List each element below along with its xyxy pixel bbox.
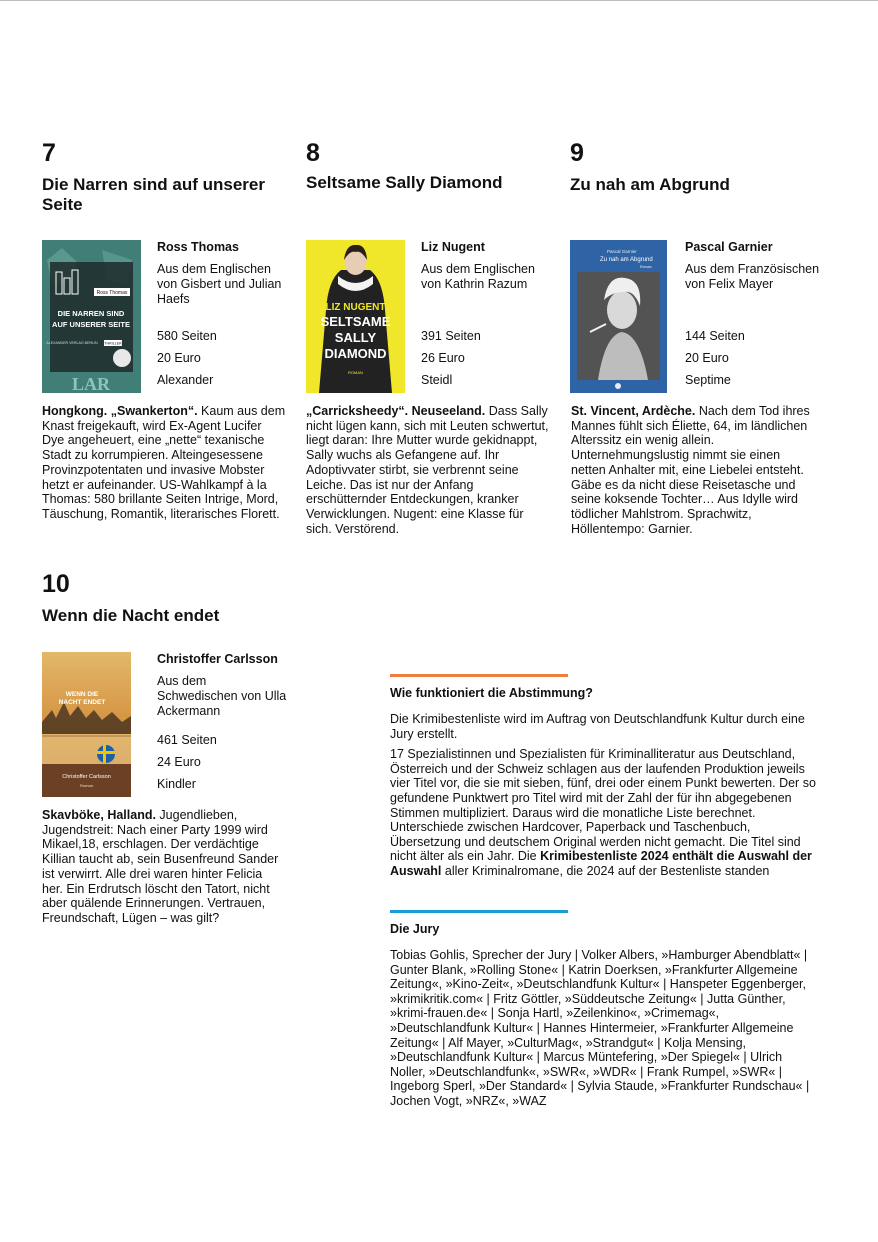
description-lead: „Carricksheedy“. Neuseeland.: [306, 404, 486, 418]
translation-note: Aus dem Englischen von Kathrin Razum: [421, 262, 535, 291]
svg-text:SELTSAME: SELTSAME: [320, 314, 391, 329]
price: 24 Euro: [157, 755, 201, 769]
description-lead: Skavböke, Halland.: [42, 808, 156, 822]
voting-paragraph-1: Die Krimibestenliste wird im Auftrag von Deutschlandfunk Kultur durch eine Jury erstellt.: [390, 712, 805, 741]
description-text: Kaum aus dem Knast freigekauft, wird Ex-Agent Lucifer Dye angeheuert, eine „nette“ texanische Stadt zu korrumpieren. Alteingesessene Provinzpotentaten und invasive Mobster hetzt er aufeinander. US-Wahlkampf à la Thomas: 580 brillante Seiten Intrige, Mord, Täuschung, Romantik, literarisches Florett.: [42, 404, 286, 521]
description-text: Jugendlieben, Jugendstreit: Nach einer Party 1999 wird Mikael,18, erschlagen. Der verdächtige Killian taucht ab, sein Busenfreund Sander ist verwirrt. Alle drei waren hinter Felicia her. Ein Erdrutsch löscht den Tatort, nicht aber quälende Erinnerungen. Vertrauen, Freundschaft, Lügen – was gilt?: [42, 808, 279, 925]
jury-list: Tobias Gohlis, Sprecher der Jury | Volker Albers, »Hamburger Abendblatt« | Gunter Blank, »Rolling Stone« | Katrin Doerksen, »Frankfurter Allgemeine Zeitung«, »Kino-Zeit«, »Deutschlandfunk Kultur« | Hanspeter Eggenberger, »krimikritik.com« | Fritz Göttler, »Süddeutsche Zeitung« | Jutta Günther, »krimi-frauen.de« | Sonja Hartl, »Zeilenkino«, »Crimemag«, »Deutschlandfunk Kultur« | Hannes Hintermeier, »Frankfurter Allgemeine Zeitung« | Alf Mayer, »CulturMag«, »Strandgut« | Kolja Mensing, »Deutschlandfunk Kultur« | Marcus Müntefering, »Der Spiegel« | Ulrich Noller, »Deutschlandfunk«, »SWR«, »WDR« | Frank Rumpel, »SWR« | Ingeborg Sperl, »Der Standard« | Sylvia Staude, »Frankfurter Rundschau« | Jochen Vogt, »NRZ«, »WAZ: [390, 948, 810, 1108]
price: 20 Euro: [685, 351, 729, 365]
book-description: [42, 808, 282, 926]
book-cover: [306, 240, 405, 393]
svg-text:DIAMOND: DIAMOND: [324, 346, 387, 361]
book-description: [306, 404, 552, 536]
svg-text:AUF UNSERER SEITE: AUF UNSERER SEITE: [52, 320, 130, 329]
rank-number: 10: [42, 570, 70, 598]
cover-author: Christoffer Carlsson: [62, 774, 111, 780]
book-title: Wenn die Nacht endet: [42, 606, 220, 625]
book-description: [571, 404, 817, 536]
cover-label: THRILLER: [104, 341, 122, 346]
book-meta: [685, 240, 820, 395]
voting-heading: Wie funktioniert die Abstimmung?: [390, 686, 593, 700]
book-cover: [42, 652, 131, 797]
book-description: [42, 404, 286, 522]
svg-text:DIE NARREN SIND: DIE NARREN SIND: [57, 309, 125, 318]
voting-text: [390, 712, 818, 885]
page-count: 391 Seiten: [421, 329, 481, 343]
rank-number: 8: [306, 139, 320, 167]
translation-note: Aus dem Französischen von Felix Mayer: [685, 262, 820, 291]
book-cover: [42, 240, 141, 393]
book-title: Zu nah am Abgrund: [570, 175, 730, 194]
cover-author: LIZ NUGENT: [325, 302, 386, 313]
author-name: Ross Thomas: [157, 240, 239, 254]
translation-note: Aus dem Schwedischen von Ulla Ackermann: [157, 674, 287, 718]
rank-number: 7: [42, 139, 56, 167]
description-text: Dass Sally nicht lügen kann, sich mit Leuten schwertut, liegt daran: Ihre Mutter wurde gekidnappt, Sally wuchs als Gefangene auf. Ihr Adoptivvater stirbt, sie verbrennt seine Leiche. Das ist nur der Anfang erschütternder Entdeckungen, kranker Verwicklungen. Nugent: eine Klasse für sich. Verstörend.: [306, 404, 549, 536]
description-text: Nach dem Tod ihres Mannes fühlt sich Éliette, 64, im ländlichen Alterssitz ein wenig allein. Unternehmungslustig nimmt sie einen netten Anhalter mit, eine Liebelei entsteht. Gäbe es da nicht diese Reisetasche und seine koksende Tochter… Aus Idylle wird tödlicher Mahlstrom. Sprachwitz, Höllentempo: Garnier.: [571, 404, 810, 536]
book-title: Seltsame Sally Diamond: [306, 173, 503, 192]
book-title: Die Narren sind auf unserer Seite: [42, 175, 265, 214]
svg-text:WENN DIE: WENN DIE: [65, 691, 99, 698]
cover-author: Ross Thomas: [96, 290, 128, 296]
top-divider: [0, 0, 878, 1]
description-lead: St. Vincent, Ardèche.: [571, 404, 696, 418]
publisher: Steidl: [421, 373, 453, 387]
page-count: 580 Seiten: [157, 329, 217, 343]
book-meta: [421, 240, 551, 395]
author-name: Christoffer Carlsson: [157, 652, 278, 666]
voting-paragraph-2: 17 Spezialistinnen und Spezialisten für Kriminalliteratur aus Deutschland, Österreich und der Schweiz schlagen aus der laufenden Produktion jeweils vier Titel vor, die sie mit sieben, fünf, drei oder einem Punkt bewerten. Der so gefundene Punktwert pro Titel wird mit der Zahl der für ihn abgegebenen Stimmen multipliziert. Daraus wird die monatliche Liste berechnet. Unterschiede zwischen Hardcover, Paperback und Taschenbuch, Übersetzung und deutschem Original werden nicht gemacht. Die Titel sind nicht älter als ein Jahr. Die Krimibestenliste 2024 enthält die Auswahl der Auswahl aller Kriminalromane, die 2024 auf der Bestenliste standen: [390, 747, 816, 878]
book-cover: [570, 240, 667, 393]
rank-number: 9: [570, 139, 584, 167]
cover-author: Pascal Garnier: [607, 249, 637, 254]
translation-note: Aus dem Englischen von Gisbert und Julian Haefs: [157, 262, 282, 306]
cover-publisher: ALEXANDER VERLAG BERLIN: [46, 341, 98, 345]
book-meta: [157, 652, 287, 799]
publisher: Kindler: [157, 777, 196, 791]
cover-label: Roman: [80, 783, 93, 788]
voting-highlight: Krimibestenliste 2024 enthält die Auswahl der Auswahl: [390, 849, 812, 878]
description-lead: Hongkong. „Swankerton“.: [42, 404, 198, 418]
svg-text:SALLY: SALLY: [334, 330, 377, 345]
book-meta: [157, 240, 287, 395]
publisher: Septime: [685, 373, 731, 387]
author-name: Pascal Garnier: [685, 240, 773, 254]
voting-accent-rule: [390, 674, 568, 677]
svg-text:NACHT ENDET: NACHT ENDET: [58, 699, 106, 706]
cover-letters: LAR: [71, 374, 111, 393]
jury-accent-rule: [390, 910, 568, 913]
cover-title: Zu nah am Abgrund: [600, 257, 653, 263]
price: 20 Euro: [157, 351, 201, 365]
page-count: 144 Seiten: [685, 329, 745, 343]
cover-label: ROMAN: [348, 370, 363, 375]
author-name: Liz Nugent: [421, 240, 485, 254]
publisher: Alexander: [157, 373, 214, 387]
cover-label: Roman: [640, 265, 652, 269]
price: 26 Euro: [421, 351, 465, 365]
page-count: 461 Seiten: [157, 733, 217, 747]
jury-heading: Die Jury: [390, 922, 440, 936]
